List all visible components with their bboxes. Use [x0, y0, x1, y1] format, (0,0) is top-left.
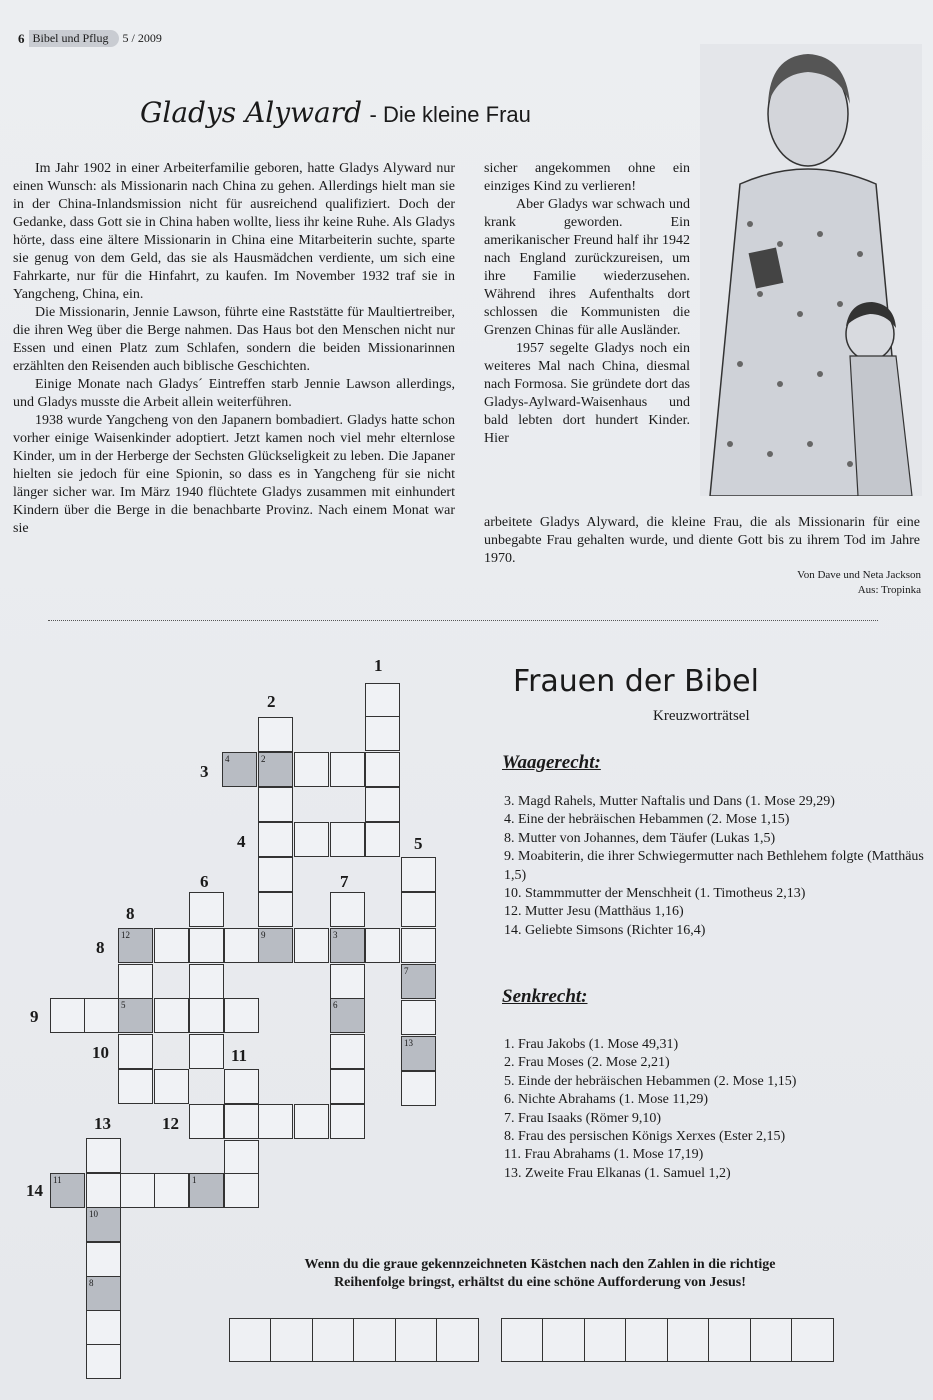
answer-box[interactable]	[229, 1318, 272, 1362]
title-name: Gladys Alyward	[140, 96, 362, 129]
grid-cell[interactable]	[224, 998, 259, 1033]
grid-cell[interactable]	[330, 822, 365, 857]
credit-source: Aus: Tropinka	[857, 584, 921, 596]
grid-cell[interactable]	[330, 964, 365, 999]
paragraph: Die Missionarin, Jennie Lawson, führte eine Raststätte für Maultiertreiber, die ihren Weg über die Berge nahmen. Das Haus bot den Menschen nicht nur Essen und einen Platz zum Schlafen, sondern die beiden Missionarinnen erzählten den Reisenden auch biblische Geschichten.	[13, 305, 455, 374]
answer-box[interactable]	[270, 1318, 313, 1362]
grid-cell[interactable]	[258, 857, 293, 892]
credit-authors: Von Dave und Neta Jackson	[797, 569, 921, 581]
grid-cell[interactable]	[224, 1140, 259, 1175]
grid-cell[interactable]: 12	[118, 928, 153, 963]
answer-box[interactable]	[708, 1318, 751, 1362]
grid-cell[interactable]	[86, 1310, 121, 1345]
grid-cell[interactable]	[154, 998, 189, 1033]
grid-cell[interactable]	[154, 1069, 189, 1104]
article-credit	[797, 568, 921, 598]
grid-cell[interactable]	[154, 928, 189, 963]
grid-cell[interactable]	[365, 787, 400, 822]
answer-box[interactable]	[750, 1318, 793, 1362]
grid-cell[interactable]	[86, 1242, 121, 1277]
clue-item: 7. Frau Isaaks (Römer 9,10)	[504, 1110, 662, 1126]
grid-cell[interactable]	[86, 1138, 121, 1173]
clue-number: 13	[94, 1114, 111, 1133]
grid-cell[interactable]	[224, 1069, 259, 1104]
clue-number: 8	[96, 938, 105, 957]
clue-number: 10	[92, 1043, 109, 1062]
across-heading: Waagerecht:	[502, 752, 601, 773]
grid-cell[interactable]	[189, 928, 224, 963]
article-title	[140, 96, 531, 130]
grid-cell[interactable]: 7	[401, 964, 436, 999]
answer-box[interactable]	[667, 1318, 710, 1362]
clue-number: 9	[30, 1007, 39, 1026]
paragraph: 1957 segelte Gladys noch ein weiteres Mal nach China, diesmal nach Formosa. Sie gründete dort das Gladys-Aylward-Waisenhaus und bald lebten dort hundert Kinder. Hier	[484, 341, 690, 446]
article-column-2	[484, 160, 690, 448]
grid-cell[interactable]	[401, 857, 436, 892]
page-number: 6	[18, 30, 25, 46]
grid-cell[interactable]	[258, 717, 293, 752]
clue-number: 11	[231, 1046, 248, 1065]
grid-cell[interactable]	[401, 928, 436, 963]
grid-cell[interactable]	[86, 1173, 121, 1208]
answer-box[interactable]	[312, 1318, 355, 1362]
grid-cell[interactable]: 5	[118, 998, 153, 1033]
grid-cell[interactable]	[401, 892, 436, 927]
clue-item: 2. Frau Moses (2. Mose 2,21)	[504, 1055, 670, 1071]
section-divider	[48, 620, 878, 621]
article-column-2-end: arbeitete Gladys Alyward, die kleine Frau, die als Missionarin für eine unbegabte Frau gehalten wurde, und diente Gott bis zu ihrem Tod im Jahre 1970.	[484, 515, 920, 566]
portrait-illustration	[700, 44, 922, 496]
grid-cell[interactable]: 6	[330, 998, 365, 1033]
grid-cell[interactable]	[258, 892, 293, 927]
clue-number: 6	[200, 872, 209, 891]
clue-number: 3	[200, 762, 209, 781]
grid-cell[interactable]	[330, 1104, 365, 1139]
grid-cell[interactable]	[189, 998, 224, 1033]
paragraph: Im Jahr 1902 in einer Arbeiterfamilie geboren, hatte Gladys Alyward nur einen Wunsch: als Missionarin nach China zu gehen. Allerdings hielt man sie in der China-Inlandsmission nicht für ausreichend qualifiziert. Doch der Gedanke, dass Gott sie in China haben wollte, liess ihr keine Ruhe. Als Gladys hörte, dass eine ältere Missionarin in China eine Mitarbeiterin suchte, sparte sie genug von dem Geld, das sie als Hausmädchen verdiente, um sich eine Fahrkarte, nur für die Hinfahrt, zu kaufen. Im November 1932 traf sie in Yangcheng, China, ein.	[13, 161, 455, 302]
crossword-subtitle: Kreuzworträtsel	[653, 708, 750, 724]
answer-box[interactable]	[791, 1318, 834, 1362]
grid-cell[interactable]: 10	[86, 1207, 121, 1242]
grid-cell[interactable]	[365, 928, 400, 963]
grid-cell[interactable]: 13	[401, 1036, 436, 1071]
grid-cell[interactable]	[401, 1071, 436, 1106]
clue-item: 9. Moabiterin, die ihrer Schwiegermutter nach Bethlehem folgte (Matthäus 1,5)	[504, 849, 924, 883]
crossword-title: Frauen der Bibel	[513, 664, 759, 699]
grid-cell[interactable]: 1	[189, 1173, 224, 1208]
clue-number: 5	[414, 834, 423, 853]
grid-cell[interactable]	[189, 964, 224, 999]
crossword-instruction	[250, 1256, 830, 1292]
grid-cell[interactable]	[118, 964, 153, 999]
clue-number: 14	[26, 1181, 43, 1200]
grid-cell[interactable]: 2	[258, 752, 293, 787]
grid-cell[interactable]	[189, 1034, 224, 1069]
grid-cell[interactable]	[365, 752, 400, 787]
grid-cell[interactable]	[258, 1104, 293, 1139]
magazine-name: Bibel und Pflug	[29, 30, 119, 47]
grid-cell[interactable]	[258, 822, 293, 857]
clue-item: 4. Eine der hebräischen Hebammen (2. Mose 1,15)	[504, 812, 790, 828]
grid-cell[interactable]	[224, 1104, 259, 1139]
grid-cell[interactable]	[330, 1069, 365, 1104]
clue-item: 1. Frau Jakobs (1. Mose 49,31)	[504, 1037, 679, 1052]
grid-cell[interactable]	[154, 1173, 189, 1208]
across-clues	[504, 793, 929, 940]
grid-cell[interactable]	[330, 752, 365, 787]
grid-cell[interactable]	[224, 928, 259, 963]
grid-cell[interactable]	[258, 787, 293, 822]
clue-item: 8. Frau des persischen Königs Xerxes (Ester 2,15)	[504, 1129, 786, 1145]
answer-box[interactable]	[584, 1318, 627, 1362]
clue-item: 5. Einde der hebräischen Hebammen (2. Mose 1,15)	[504, 1073, 797, 1089]
clue-number: 2	[267, 692, 276, 711]
clue-number: 7	[340, 872, 349, 891]
grid-cell[interactable]	[294, 752, 329, 787]
down-clues	[504, 1036, 929, 1183]
grid-cell[interactable]	[330, 892, 365, 927]
answer-boxes-2	[502, 1318, 834, 1362]
down-heading: Senkrecht:	[502, 986, 588, 1007]
clue-item: 12. Mutter Jesu (Matthäus 1,16)	[504, 904, 684, 920]
clue-item: 11. Frau Abrahams (1. Mose 17,19)	[504, 1147, 704, 1163]
clue-item: 6. Nichte Abrahams (1. Mose 11,29)	[504, 1092, 708, 1108]
clue-number: 12	[162, 1114, 179, 1133]
answer-box[interactable]	[353, 1318, 396, 1362]
clue-item: 14. Geliebte Simsons (Richter 16,4)	[504, 922, 706, 938]
grid-cell[interactable]: 8	[86, 1276, 121, 1311]
instruction-line: Reihenfolge bringst, erhältst du eine schöne Aufforderung von Jesus!	[334, 1275, 746, 1290]
grid-cell[interactable]	[189, 892, 224, 927]
grid-cell[interactable]: 3	[330, 928, 365, 963]
title-subtitle: - Die kleine Frau	[369, 102, 531, 127]
issue-number: 5 / 2009	[122, 31, 162, 45]
grid-cell[interactable]	[118, 1034, 153, 1069]
page-header	[18, 30, 162, 47]
grid-cell[interactable]	[365, 822, 400, 857]
answer-box[interactable]	[395, 1318, 438, 1362]
grid-cell[interactable]: 9	[258, 928, 293, 963]
grid-cell[interactable]	[294, 1104, 329, 1139]
grid-cell[interactable]	[365, 683, 400, 718]
clue-item: 3. Magd Rahels, Mutter Naftalis und Dans (1. Mose 29,29)	[504, 794, 835, 809]
instruction-line: Wenn du die graue gekennzeichneten Kästchen nach den Zahlen in die richtige	[304, 1257, 776, 1272]
paragraph: Aber Gladys war schwach und krank geworden. Ein amerikanischer Freund half ihr 1942 nach England zurückzureisen, um ihre Familie wiederzusehen. Während ihres Aufenthalts dort schlossen die Kommunisten die Grenzen Chinas für alle Ausländer.	[484, 197, 690, 338]
grid-cell[interactable]	[401, 1000, 436, 1035]
grid-cell[interactable]: 4	[222, 752, 257, 787]
grid-cell[interactable]	[294, 928, 329, 963]
answer-box[interactable]	[625, 1318, 668, 1362]
answer-box[interactable]	[542, 1318, 585, 1362]
grid-cell[interactable]	[120, 1173, 155, 1208]
article-column-1	[13, 160, 455, 538]
grid-cell[interactable]	[84, 998, 119, 1033]
paragraph: sicher angekommen ohne ein einziges Kind zu verlieren!	[484, 161, 690, 194]
answer-boxes-1	[230, 1318, 479, 1362]
grid-cell[interactable]	[189, 1104, 224, 1139]
clue-number: 1	[374, 656, 383, 675]
grid-cell[interactable]	[294, 822, 329, 857]
grid-cell[interactable]	[118, 1069, 153, 1104]
grid-cell[interactable]	[365, 716, 400, 751]
grid-cell[interactable]	[330, 1034, 365, 1069]
grid-cell[interactable]	[50, 998, 85, 1033]
answer-box[interactable]	[501, 1318, 544, 1362]
answer-box[interactable]	[436, 1318, 479, 1362]
paragraph: Einige Monate nach Gladys´ Eintreffen starb Jennie Lawson allerdings, und Gladys musste die Arbeit allein weiterführen.	[13, 377, 455, 410]
grid-cell[interactable]	[224, 1173, 259, 1208]
grid-cell[interactable]	[86, 1344, 121, 1379]
clue-item: 10. Stammmutter der Menschheit (1. Timotheus 2,13)	[504, 886, 806, 902]
clue-item: 13. Zweite Frau Elkanas (1. Samuel 1,2)	[504, 1165, 731, 1181]
clue-number: 4	[237, 832, 246, 851]
paragraph: 1938 wurde Yangcheng von den Japanern bombadiert. Gladys hatte schon vorher einige Waisenkinder adoptiert. Jetzt kamen noch viel mehr elternlose Kinder, um in der Herberge der Sechsten Glückseligkeit zu leben. Die Japaner hielten sie jedoch für eine Spionin, so dass es in Yangcheng für sie nicht länger sicher war. Im März 1940 flüchtete Gladys zusammen mit einhundert Kindern über die Berge in die benachbarte Provinz. Nach einem Monat war sie	[13, 413, 455, 536]
clue-item: 8. Mutter von Johannes, dem Täufer (Lukas 1,5)	[504, 830, 776, 846]
grid-cell[interactable]: 11	[50, 1173, 85, 1208]
clue-number: 8	[126, 904, 135, 923]
